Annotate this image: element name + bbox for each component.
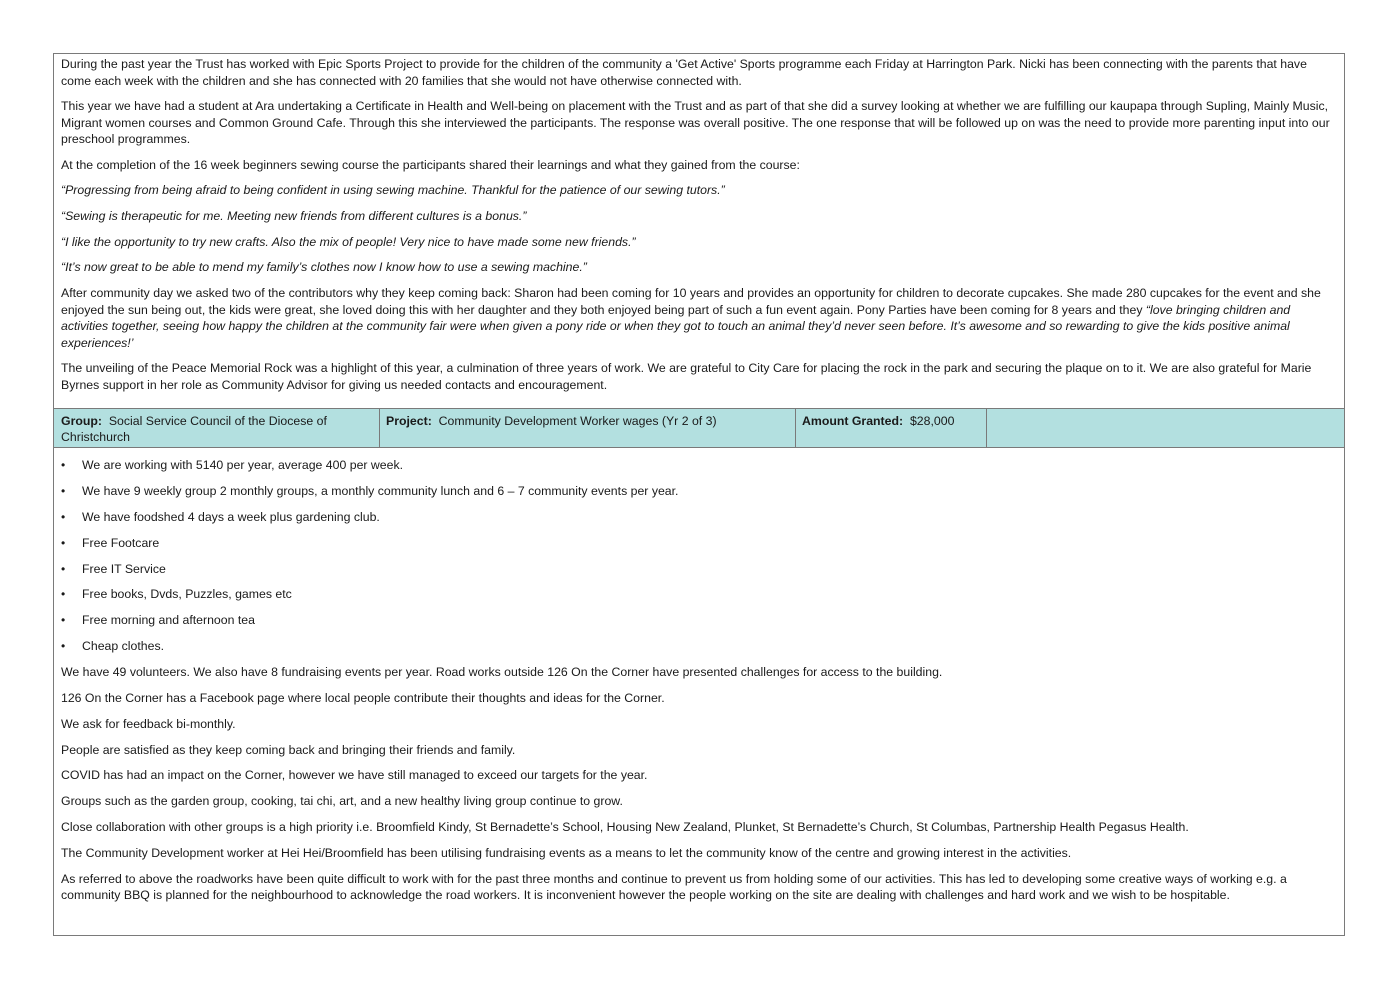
list-item [61, 586, 1332, 602]
quote-2: “Sewing is therapeutic for me. Meeting new friends from different cultures is a bonus.” [61, 208, 527, 223]
paragraph-covid: COVID has had an impact on the Corner, however we have still managed to exceed our targets for the year. [61, 768, 648, 783]
paragraph-volunteers: We have 49 volunteers. We also have 8 fundraising events per year. Road works outside 126 On the Corner have presented challenges for access to the building. [61, 665, 943, 680]
bullet-icon: • [61, 613, 66, 628]
group-label: Group: [61, 414, 102, 428]
pony-parties-quote: “love bringing children and activities together, seeing how happy the children at the community fair were when given a pony ride or when they got to touch an animal they’d never seen before. It’s awesome and so rewarding to give the kids positive animal experiences!’ [61, 302, 1291, 350]
bullet-icon: • [61, 483, 66, 498]
report-table [53, 53, 1345, 936]
community-day-text: After community day we asked two of the contributors why they keep coming back: Sharon had been coming for 10 years and provides an opportunity for children to decorate cupcakes. She made 280 cupcakes for the event and she enjoyed the sun being out, the kids were great, she loved doing this with her daughter and they both enjoyed being part of such a fun event again. Pony Parties have been coming for 8 years and they [61, 286, 1321, 317]
list-item [61, 457, 1332, 473]
list-item-text: Free morning and afternoon tea [82, 613, 255, 628]
project-cell [380, 409, 796, 447]
list-item-text: Free Footcare [82, 535, 160, 550]
paragraph-collaboration: Close collaboration with other groups is a high priority i.e. Broomfield Kindy, St Bernadette’s School, Housing New Zealand, Plunket, St Bernadette’s Church, St Columbas, Partnership Health Pegasus Health. [61, 819, 1189, 834]
quote-1: “Progressing from being afraid to being confident in using sewing machine. Thankful for the patience of our sewing tutors.” [61, 183, 725, 197]
paragraph-ara-student: This year we have had a student at Ara undertaking a Certificate in Health and Well-being on placement with the Trust and as part of that she did a survey looking at whether we are fulfilling our kaupapa through Supling, Mainly Music, Migrant women courses and Common Ground Cafe. Through this she interviewed the participants. The response was overall positive. The one response that will be followed up on was the need to provide more parenting input into our preschool programmes. [61, 99, 1330, 146]
list-item-text: Free books, Dvds, Puzzles, games etc [82, 587, 292, 602]
bullet-icon: • [61, 639, 66, 654]
bullet-icon: • [61, 561, 66, 576]
list-item-text: We are working with 5140 per year, average 400 per week. [82, 458, 404, 472]
list-item [61, 483, 1332, 499]
project-label: Project: [386, 414, 432, 428]
project-value: Community Development Worker wages (Yr 2 of 3) [438, 414, 717, 428]
paragraph-sewing-course: At the completion of the 16 week beginners sewing course the participants shared their learnings and what they gained from the course: [61, 157, 800, 172]
paragraph-facebook: 126 On the Corner has a Facebook page where local people contribute their thoughts and ideas for the Corner. [61, 690, 665, 705]
bullet-icon: • [61, 587, 66, 602]
list-item [61, 561, 1332, 577]
list-item [61, 535, 1332, 551]
list-item [61, 612, 1332, 628]
paragraph-groups: Groups such as the garden group, cooking, tai chi, art, and a new healthy living group continue to grow. [61, 794, 623, 809]
paragraph-fundraising: The Community Development worker at Hei Hei/Broomfield has been utilising fundraising events as a means to let the community know of the centre and growing interest in the activities. [61, 845, 1072, 860]
group-cell [54, 409, 380, 447]
paragraph-epic-sports: During the past year the Trust has worked with Epic Sports Project to provide for the children of the community a 'Get Active' Sports programme each Friday at Harrington Park. Nicki has been connecting with the parents that have come each week with the children and she has connected with 20 families that she would not have otherwise connected with. [61, 57, 1307, 88]
paragraph-satisfaction: People are satisfied as they keep coming back and bringing their friends and family. [61, 742, 516, 757]
empty-cell [987, 409, 1344, 447]
paragraph-peace-rock: The unveiling of the Peace Memorial Rock was a highlight of this year, a culmination of three years of work. We are grateful to City Care for placing the rock in the park and securing the plaque on to it. We are also grateful for Marie Byrnes support in her role as Community Advisor for giving us needed contacts and encouragement. [61, 361, 1312, 392]
list-item-text: We have foodshed 4 days a week plus gardening club. [82, 509, 380, 524]
list-item [61, 638, 1332, 654]
list-item-text: We have 9 weekly group 2 monthly groups, a monthly community lunch and 6 – 7 community events per year. [82, 483, 679, 498]
bullet-icon: • [61, 535, 66, 550]
paragraph-roadworks: As referred to above the roadworks have been quite difficult to work with for the past three months and continue to prevent us from holding some of our activities. This has led to developing some creative ways of working e.g. a community BBQ is planned for the neighbourhood to acknowledge the road workers. It is inconvenient however the people working on the site are dealing with challenges and hard work and we wish to be hospitable. [61, 871, 1287, 902]
bullet-icon: • [61, 458, 66, 472]
amount-label: Amount Granted: [802, 414, 904, 428]
paragraph-community-day [61, 285, 1332, 351]
list-item-text: Cheap clothes. [82, 639, 165, 654]
paragraph-feedback: We ask for feedback bi-monthly. [61, 716, 236, 731]
list-item-text: Free IT Service [82, 561, 166, 576]
amount-cell [796, 409, 987, 447]
current-project-section [54, 457, 1344, 912]
bullet-icon: • [61, 509, 66, 524]
amount-value: $28,000 [909, 414, 955, 428]
grant-header-row [54, 408, 1344, 448]
bullet-list [61, 457, 1332, 654]
group-value: Social Service Council of the Diocese of Christchurch [61, 414, 327, 444]
quote-4: “It’s now great to be able to mend my family’s clothes now I know how to use a sewing machine.” [61, 260, 587, 275]
quote-3: “I like the opportunity to try new crafts. Also the mix of people! Very nice to have made some new friends.” [61, 234, 636, 249]
previous-project-section [54, 54, 1344, 408]
list-item [61, 509, 1332, 525]
